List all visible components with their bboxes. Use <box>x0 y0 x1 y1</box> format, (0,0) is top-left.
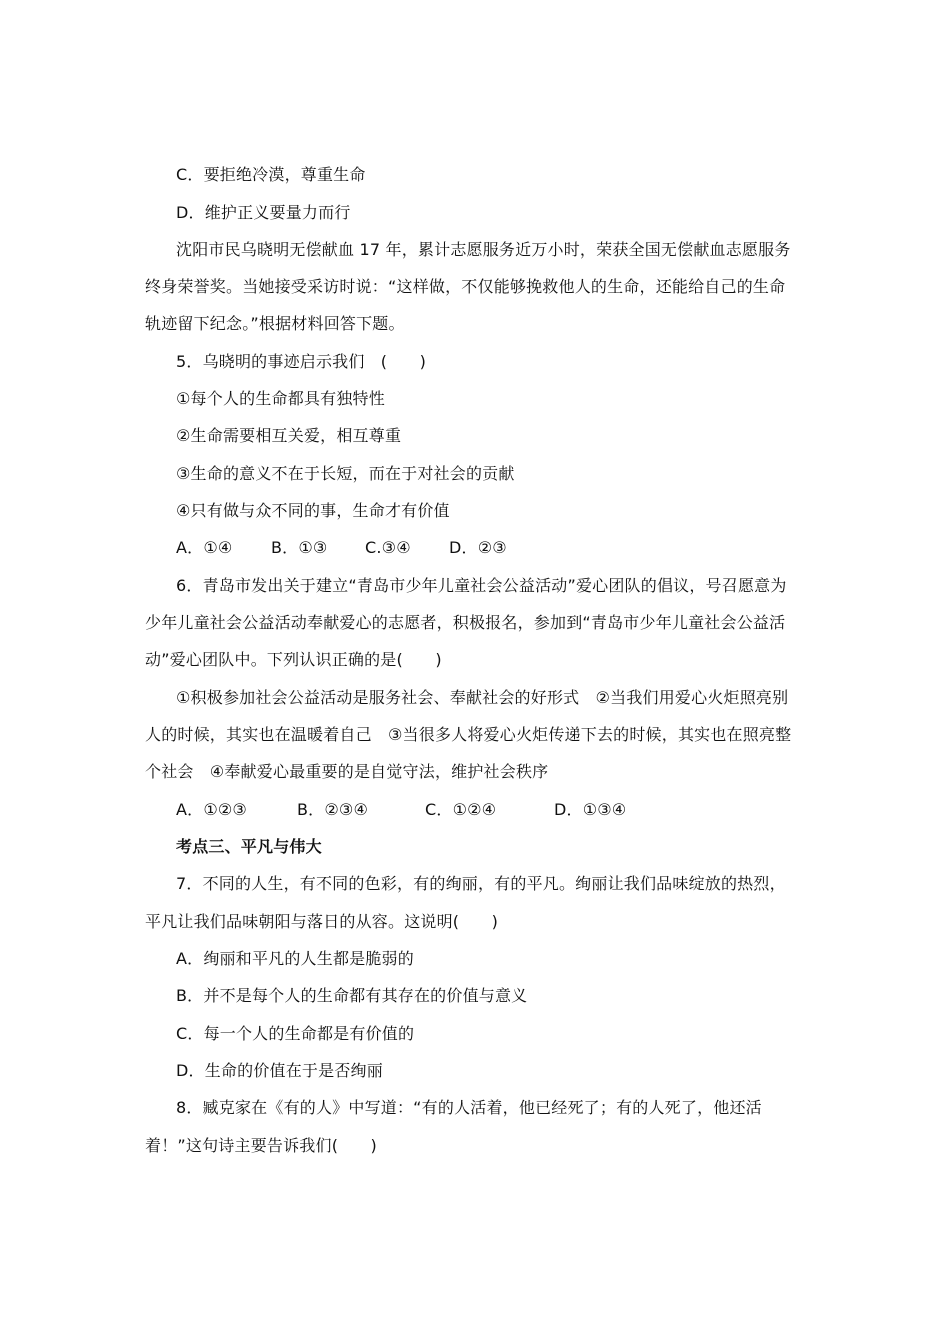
question-6-line-3: 动”爱心团队中。下列认识正确的是( ) <box>145 650 442 669</box>
q7-option-c: C．每一个人的生命都是有价值的 <box>176 1024 415 1043</box>
question-5: 5．乌晓明的事迹启示我们 ( ) <box>176 352 427 371</box>
q7-option-d: D．生命的价值在于是否绚丽 <box>176 1061 383 1080</box>
q6-options <box>176 799 856 821</box>
q5-statement-3: ③生命的意义不在于长短，而在于对社会的贡献 <box>176 464 515 483</box>
material-paragraph-line-1: 沈阳市民乌晓明无偿献血 17 年，累计志愿服务近万小时，荣获全国无偿献血志愿服务 <box>176 240 791 259</box>
q6-option-b: B．②③④ <box>297 800 369 819</box>
q6-statements-line-1: ①积极参加社会公益活动是服务社会、奉献社会的好形式 ②当我们用爱心火炬照亮别 <box>176 688 789 707</box>
option-c-q4: C．要拒绝冷漠，尊重生命 <box>176 165 366 184</box>
option-d-q4: D．维护正义要量力而行 <box>176 203 351 222</box>
q5-statement-1: ①每个人的生命都具有独特性 <box>176 389 385 408</box>
q5-options <box>176 537 856 559</box>
q5-option-a: A．①④ <box>176 538 233 557</box>
q6-option-a: A．①②③ <box>176 800 247 819</box>
q5-statement-4: ④只有做与众不同的事，生命才有价值 <box>176 501 450 520</box>
question-8-line-2: 着！”这句诗主要告诉我们( ) <box>145 1136 377 1155</box>
material-paragraph-line-2: 终身荣誉奖。当她接受采访时说：“这样做，不仅能够挽救他人的生命，还能给自己的生命 <box>145 277 786 296</box>
q6-option-d: D．①③④ <box>554 800 627 819</box>
q7-option-a: A．绚丽和平凡的人生都是脆弱的 <box>176 949 414 968</box>
q6-statements-line-3: 个社会 ④奉献爱心最重要的是自觉守法，维护社会秩序 <box>145 762 549 781</box>
section-heading: 考点三、平凡与伟大 <box>176 837 322 856</box>
q7-option-b: B．并不是每个人的生命都有其存在的价值与意义 <box>176 986 528 1005</box>
q5-option-b: B．①③ <box>271 538 328 557</box>
question-7-line-1: 7．不同的人生，有不同的色彩，有的绚丽，有的平凡。绚丽让我们品味绽放的热烈， <box>176 874 786 893</box>
q5-option-c: C.③④ <box>365 538 411 557</box>
question-6-line-2: 少年儿童社会公益活动奉献爱心的志愿者，积极报名，参加到“青岛市少年儿童社会公益活 <box>145 613 786 632</box>
question-7-line-2: 平凡让我们品味朝阳与落日的从容。这说明( ) <box>145 912 499 931</box>
question-6-line-1: 6．青岛市发出关于建立“青岛市少年儿童社会公益活动”爱心团队的倡议，号召愿意为 <box>176 576 787 595</box>
q5-option-d: D．②③ <box>449 538 507 557</box>
material-paragraph-line-3: 轨迹留下纪念。”根据材料回答下题。 <box>145 314 405 333</box>
q5-statement-2: ②生命需要相互关爱，相互尊重 <box>176 426 402 445</box>
question-8-line-1: 8．臧克家在《有的人》中写道：“有的人活着，他已经死了；有的人死了，他还活 <box>176 1098 762 1117</box>
q6-statements-line-2: 人的时候，其实也在温暖着自己 ③当很多人将爱心火炬传递下去的时候，其实也在照亮整 <box>145 725 792 744</box>
q6-option-c: C．①②④ <box>425 800 497 819</box>
